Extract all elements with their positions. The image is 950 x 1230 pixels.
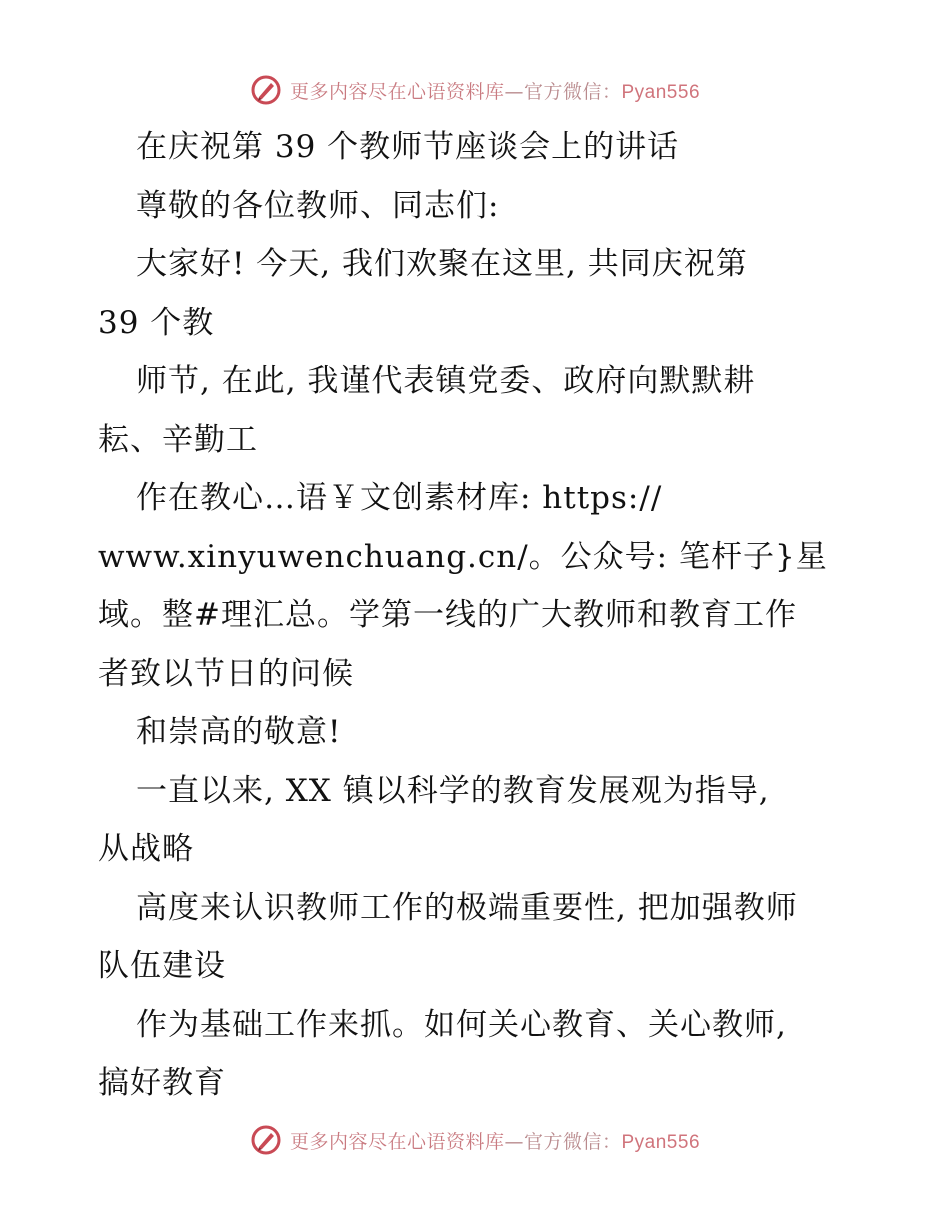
document-line: 一直以来, XX 镇以科学的教育发展观为指导, — [136, 772, 770, 809]
header-banner-text — [290, 77, 700, 104]
pen-logo-icon — [250, 1124, 282, 1156]
document-line: www.xinyuwenchuang.cn/。公众号: 笔杆子}星 — [98, 538, 828, 575]
banner-wechat-label: 官方微信： — [523, 80, 622, 103]
document-body — [98, 118, 858, 1113]
banner-wechat-id: Pyan556 — [621, 1131, 701, 1153]
footer-banner-text — [290, 1127, 700, 1154]
header-banner-inner — [250, 74, 700, 106]
document-line: 者致以节日的问候 — [98, 655, 354, 692]
document-line: 耘、辛勤工 — [98, 421, 258, 458]
document-line: 队伍建设 — [98, 948, 226, 984]
banner-separator: — — [504, 1130, 524, 1153]
document-line: 作在教心…语￥文创素材库: https:// — [136, 480, 663, 516]
document-line: 大家好! 今天, 我们欢聚在这里, 共同庆祝第 — [136, 246, 748, 282]
header-banner — [0, 70, 950, 110]
document-line: 师节, 在此, 我谨代表镇党委、政府向默默耕 — [136, 363, 756, 399]
banner-slogan: 更多内容尽在心语资料库 — [289, 1130, 505, 1153]
document-line: 作为基础工作来抓。如何关心教育、关心教师, — [136, 1006, 787, 1043]
document-line: 39 个教 — [98, 304, 215, 341]
banner-wechat-label: 官方微信： — [523, 1130, 622, 1153]
banner-wechat-id: Pyan556 — [621, 81, 701, 103]
footer-banner — [0, 1120, 950, 1160]
document-line: 高度来认识教师工作的极端重要性, 把加强教师 — [136, 889, 798, 926]
document-line: 在庆祝第 39 个教师节座谈会上的讲话 — [136, 129, 680, 165]
pen-logo-icon — [250, 74, 282, 106]
document-line: 尊敬的各位教师、同志们: — [136, 187, 500, 224]
banner-separator: — — [504, 80, 524, 103]
document-line: 从战略 — [98, 831, 194, 867]
footer-banner-inner — [250, 1124, 700, 1156]
document-line: 和崇高的敬意! — [136, 714, 342, 750]
document-line: 搞好教育 — [98, 1065, 226, 1101]
document-line: 域。整#理汇总。学第一线的广大教师和教育工作 — [98, 597, 797, 633]
banner-slogan: 更多内容尽在心语资料库 — [289, 80, 505, 103]
